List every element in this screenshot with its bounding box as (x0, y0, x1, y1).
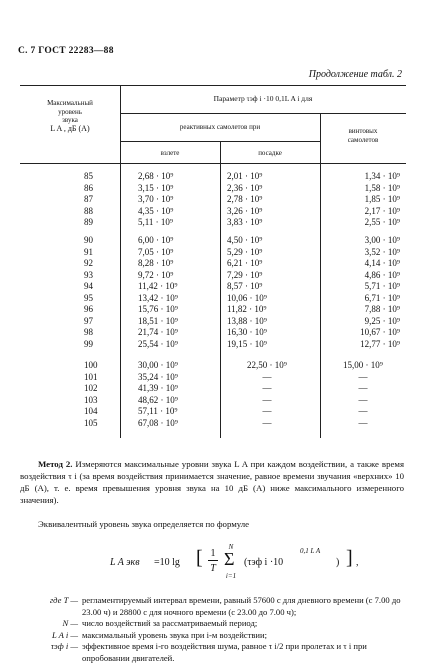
prop-header (320, 127, 406, 144)
table-cell: 25,54 · 10⁹ (138, 338, 178, 349)
definitions-list (20, 595, 408, 664)
table-cell: 9,25 · 10⁹ (364, 315, 400, 326)
table-header-rule (20, 163, 406, 164)
table-cell: 48,62 · 10⁹ (138, 394, 178, 405)
table-cell: 15,00 · 10⁹ (343, 360, 383, 370)
page-header: С. 7 ГОСТ 22283—88 (18, 46, 114, 56)
table-cell: 93 (84, 269, 93, 280)
table-cell: 88 (84, 205, 93, 216)
table-cell: 85 (84, 171, 93, 181)
table-cell: 96 (84, 304, 93, 314)
table-cell: 4,50 · 10⁹ (227, 235, 263, 245)
definition-item (20, 630, 408, 642)
definition-text: регламентируемый интервал времени, равный 57600 с для дневного времени (с 7.00 до 23.00 ч) и 28800 с для ночного времени (с 23.00 до 7.00 ч); (82, 595, 401, 617)
table-cell: — (262, 371, 272, 382)
table-cell: 2,55 · 10⁹ (364, 217, 400, 227)
table-cell: 9,72 · 10⁹ (138, 269, 174, 280)
landing-header: посадке (258, 149, 282, 157)
table-cell: 8,57 · 10⁹ (227, 281, 263, 291)
table-cell: 11,42 · 10⁹ (138, 281, 178, 291)
formula-frac-line (208, 560, 218, 561)
group1-takeoff (138, 171, 218, 229)
table-cell: 41,39 · 10⁹ (138, 383, 178, 393)
table-cell: 2,36 · 10⁹ (227, 182, 263, 193)
table-cell: 1,34 · 10⁹ (364, 171, 400, 181)
table-cell: 94 (84, 281, 93, 291)
col-divider-1 (120, 85, 121, 438)
table-cell: 2,17 · 10⁹ (364, 205, 400, 216)
table-cell: 3,00 · 10⁹ (364, 235, 400, 245)
table-cell: 35,24 · 10⁹ (138, 371, 178, 382)
table-cell: 86 (84, 182, 93, 193)
table-cell: 10,06 · 10⁹ (227, 292, 267, 303)
table-cell: 99 (84, 338, 93, 349)
table-cell: — (262, 417, 272, 428)
method-label: Метод 2. (38, 459, 73, 469)
table-cell: 87 (84, 194, 93, 204)
table-cell: 15,76 · 10⁹ (138, 304, 178, 314)
definition-text: максимальный уровень звука при i-м воздействии; (82, 629, 268, 640)
table-cell: 103 (84, 394, 98, 405)
formula-frac-den: T (210, 563, 216, 574)
definition-text: число воздействий за рассматриваемый период; (82, 618, 258, 628)
formula-eq: =10 lg (154, 557, 180, 568)
table-cell: 57,11 · 10⁹ (138, 406, 178, 416)
table-cell: 5,11 · 10⁹ (138, 217, 174, 227)
formula-close: ) (336, 557, 340, 568)
header-line: винтовых (348, 127, 378, 135)
group3-landing (227, 360, 307, 429)
table-cell: 4,14 · 10⁹ (364, 258, 400, 268)
table-cell: 6,71 · 10⁹ (364, 292, 400, 303)
group3-levels (84, 360, 114, 429)
table-cell: 5,29 · 10⁹ (227, 246, 263, 257)
table-cell: 16,30 · 10⁹ (227, 327, 267, 337)
formula-bracket-left: [ (196, 547, 203, 569)
table-cell: 98 (84, 327, 93, 337)
table-cell: 3,52 · 10⁹ (364, 246, 400, 257)
table-cell: 89 (84, 217, 93, 227)
formula-comma: , (356, 557, 359, 568)
definition-key: где T — (49, 595, 78, 605)
table-cell: 3,70 · 10⁹ (138, 194, 174, 204)
table-cell: 5,71 · 10⁹ (364, 281, 400, 291)
group2-landing (227, 235, 317, 350)
header-line: звука (62, 116, 78, 124)
table-cell: — (358, 394, 368, 405)
definition-item (20, 595, 408, 618)
table-cell: 4,86 · 10⁹ (364, 269, 400, 280)
col-divider-2 (220, 141, 221, 438)
group2-levels (84, 235, 114, 350)
header-line: уровень (58, 107, 82, 116)
formula-term: (τэф i ·10 (244, 557, 284, 568)
table-cell: 1,58 · 10⁹ (364, 182, 400, 193)
table-cell: 8,28 · 10⁹ (138, 258, 174, 268)
level-column-header (20, 99, 120, 133)
table-cell: — (358, 406, 368, 416)
table-cell: — (262, 406, 272, 416)
table-cell: 91 (84, 246, 93, 257)
group3-takeoff (138, 360, 218, 429)
table-cell: 13,42 · 10⁹ (138, 292, 178, 303)
table-cell: — (262, 394, 272, 405)
table-cell: 12,77 · 10⁹ (360, 338, 400, 349)
definition-item (20, 618, 408, 630)
definition-text: эффективное время i-го воздействия шума, равное τ i/2 при пролетах и τ i при опробовании двигателей. (82, 641, 367, 663)
table-cell: — (358, 383, 368, 393)
table-cell: 7,05 · 10⁹ (138, 246, 174, 257)
formula-exponent: 0,1 L A (300, 547, 321, 555)
formula-lhs: L A экв (110, 557, 140, 568)
col-divider-3 (320, 113, 321, 438)
table-cell: 13,88 · 10⁹ (227, 315, 267, 326)
table-continuation-label: Продолжение табл. 2 (308, 69, 402, 80)
table-cell: — (262, 383, 272, 393)
header-line: Максимальный (47, 99, 93, 107)
table-cell: 21,74 · 10⁹ (138, 327, 178, 337)
group3-prop (326, 360, 400, 429)
formula-sum-top: N (228, 543, 234, 551)
table-cell: 95 (84, 292, 93, 303)
group2-prop (326, 235, 400, 350)
table-cell: 92 (84, 258, 93, 268)
formula-sum-sign: Σ (224, 549, 235, 569)
jet-header-rule (120, 141, 320, 142)
group2-takeoff (138, 235, 218, 350)
group1-landing (227, 171, 317, 229)
table-cell: 90 (84, 235, 93, 245)
table-cell: — (358, 371, 368, 382)
formula-bracket-right: ] (346, 547, 353, 569)
definition-key: L A i — (51, 629, 78, 640)
definition-item (20, 641, 408, 664)
table-cell: 101 (84, 371, 98, 382)
table-cell: 6,00 · 10⁹ (138, 235, 174, 245)
table-cell: 7,29 · 10⁹ (227, 269, 263, 280)
table-cell: 105 (84, 417, 98, 428)
table-cell: 7,88 · 10⁹ (364, 304, 400, 314)
table-cell: — (358, 417, 368, 428)
table-cell: 3,83 · 10⁹ (227, 217, 263, 227)
formula-sum-bottom: i=1 (225, 572, 237, 580)
table-cell: 4,35 · 10⁹ (138, 205, 174, 216)
table-cell: 19,15 · 10⁹ (227, 338, 267, 349)
table-cell: 2,01 · 10⁹ (227, 171, 263, 181)
table-cell: 10,67 · 10⁹ (360, 327, 400, 337)
table-cell: 67,08 · 10⁹ (138, 417, 178, 428)
group1-levels (84, 171, 114, 229)
group1-prop (326, 171, 400, 229)
table-cell: 30,00 · 10⁹ (138, 360, 178, 370)
equivalent-level-formula (110, 545, 390, 585)
table-cell: 6,21 · 10⁹ (227, 258, 263, 268)
method-paragraph (20, 458, 404, 506)
table-cell: 97 (84, 315, 93, 326)
param-header: Параметр τэф i ·10 0,1L A i для (213, 94, 313, 103)
table-cell: 104 (84, 406, 98, 416)
header-line: самолетов (347, 135, 379, 144)
table-cell: 1,85 · 10⁹ (364, 194, 400, 204)
table-top-rule (20, 85, 406, 86)
header-line: L A , дБ (A) (50, 123, 90, 133)
table-cell: 2,68 · 10⁹ (138, 171, 174, 181)
param-header-rule (120, 113, 406, 114)
definition-key: τэф i — (50, 641, 78, 651)
table-cell: 18,51 · 10⁹ (138, 315, 178, 326)
takeoff-header: взлете (160, 149, 180, 157)
table-cell: 3,15 · 10⁹ (138, 182, 174, 193)
jet-header: реактивных самолетов при (179, 123, 261, 131)
table-cell: 22,50 · 10⁹ (247, 360, 287, 370)
method-text: Измеряются максимальные уровни звука L A при каждом воздействии, а также время воздействия τ i (за время воздействия принимается значение, равное времени звучания «верхних» 10 дБ (A), т. е. время превышения уровня звука на 10 дБ (A) ниже максимального измеренного значения). (20, 459, 404, 505)
table-cell: 11,82 · 10⁹ (227, 304, 267, 314)
table-cell: 3,26 · 10⁹ (227, 205, 263, 216)
table-cell: 102 (84, 383, 98, 393)
noise-table (20, 85, 406, 438)
equiv-paragraph: Эквивалентный уровень звука определяется по формуле (38, 519, 250, 529)
table-cell: 2,78 · 10⁹ (227, 194, 263, 204)
table-cell: 100 (84, 360, 98, 370)
definition-key: N — (62, 618, 78, 628)
formula-frac-num: 1 (210, 548, 216, 559)
